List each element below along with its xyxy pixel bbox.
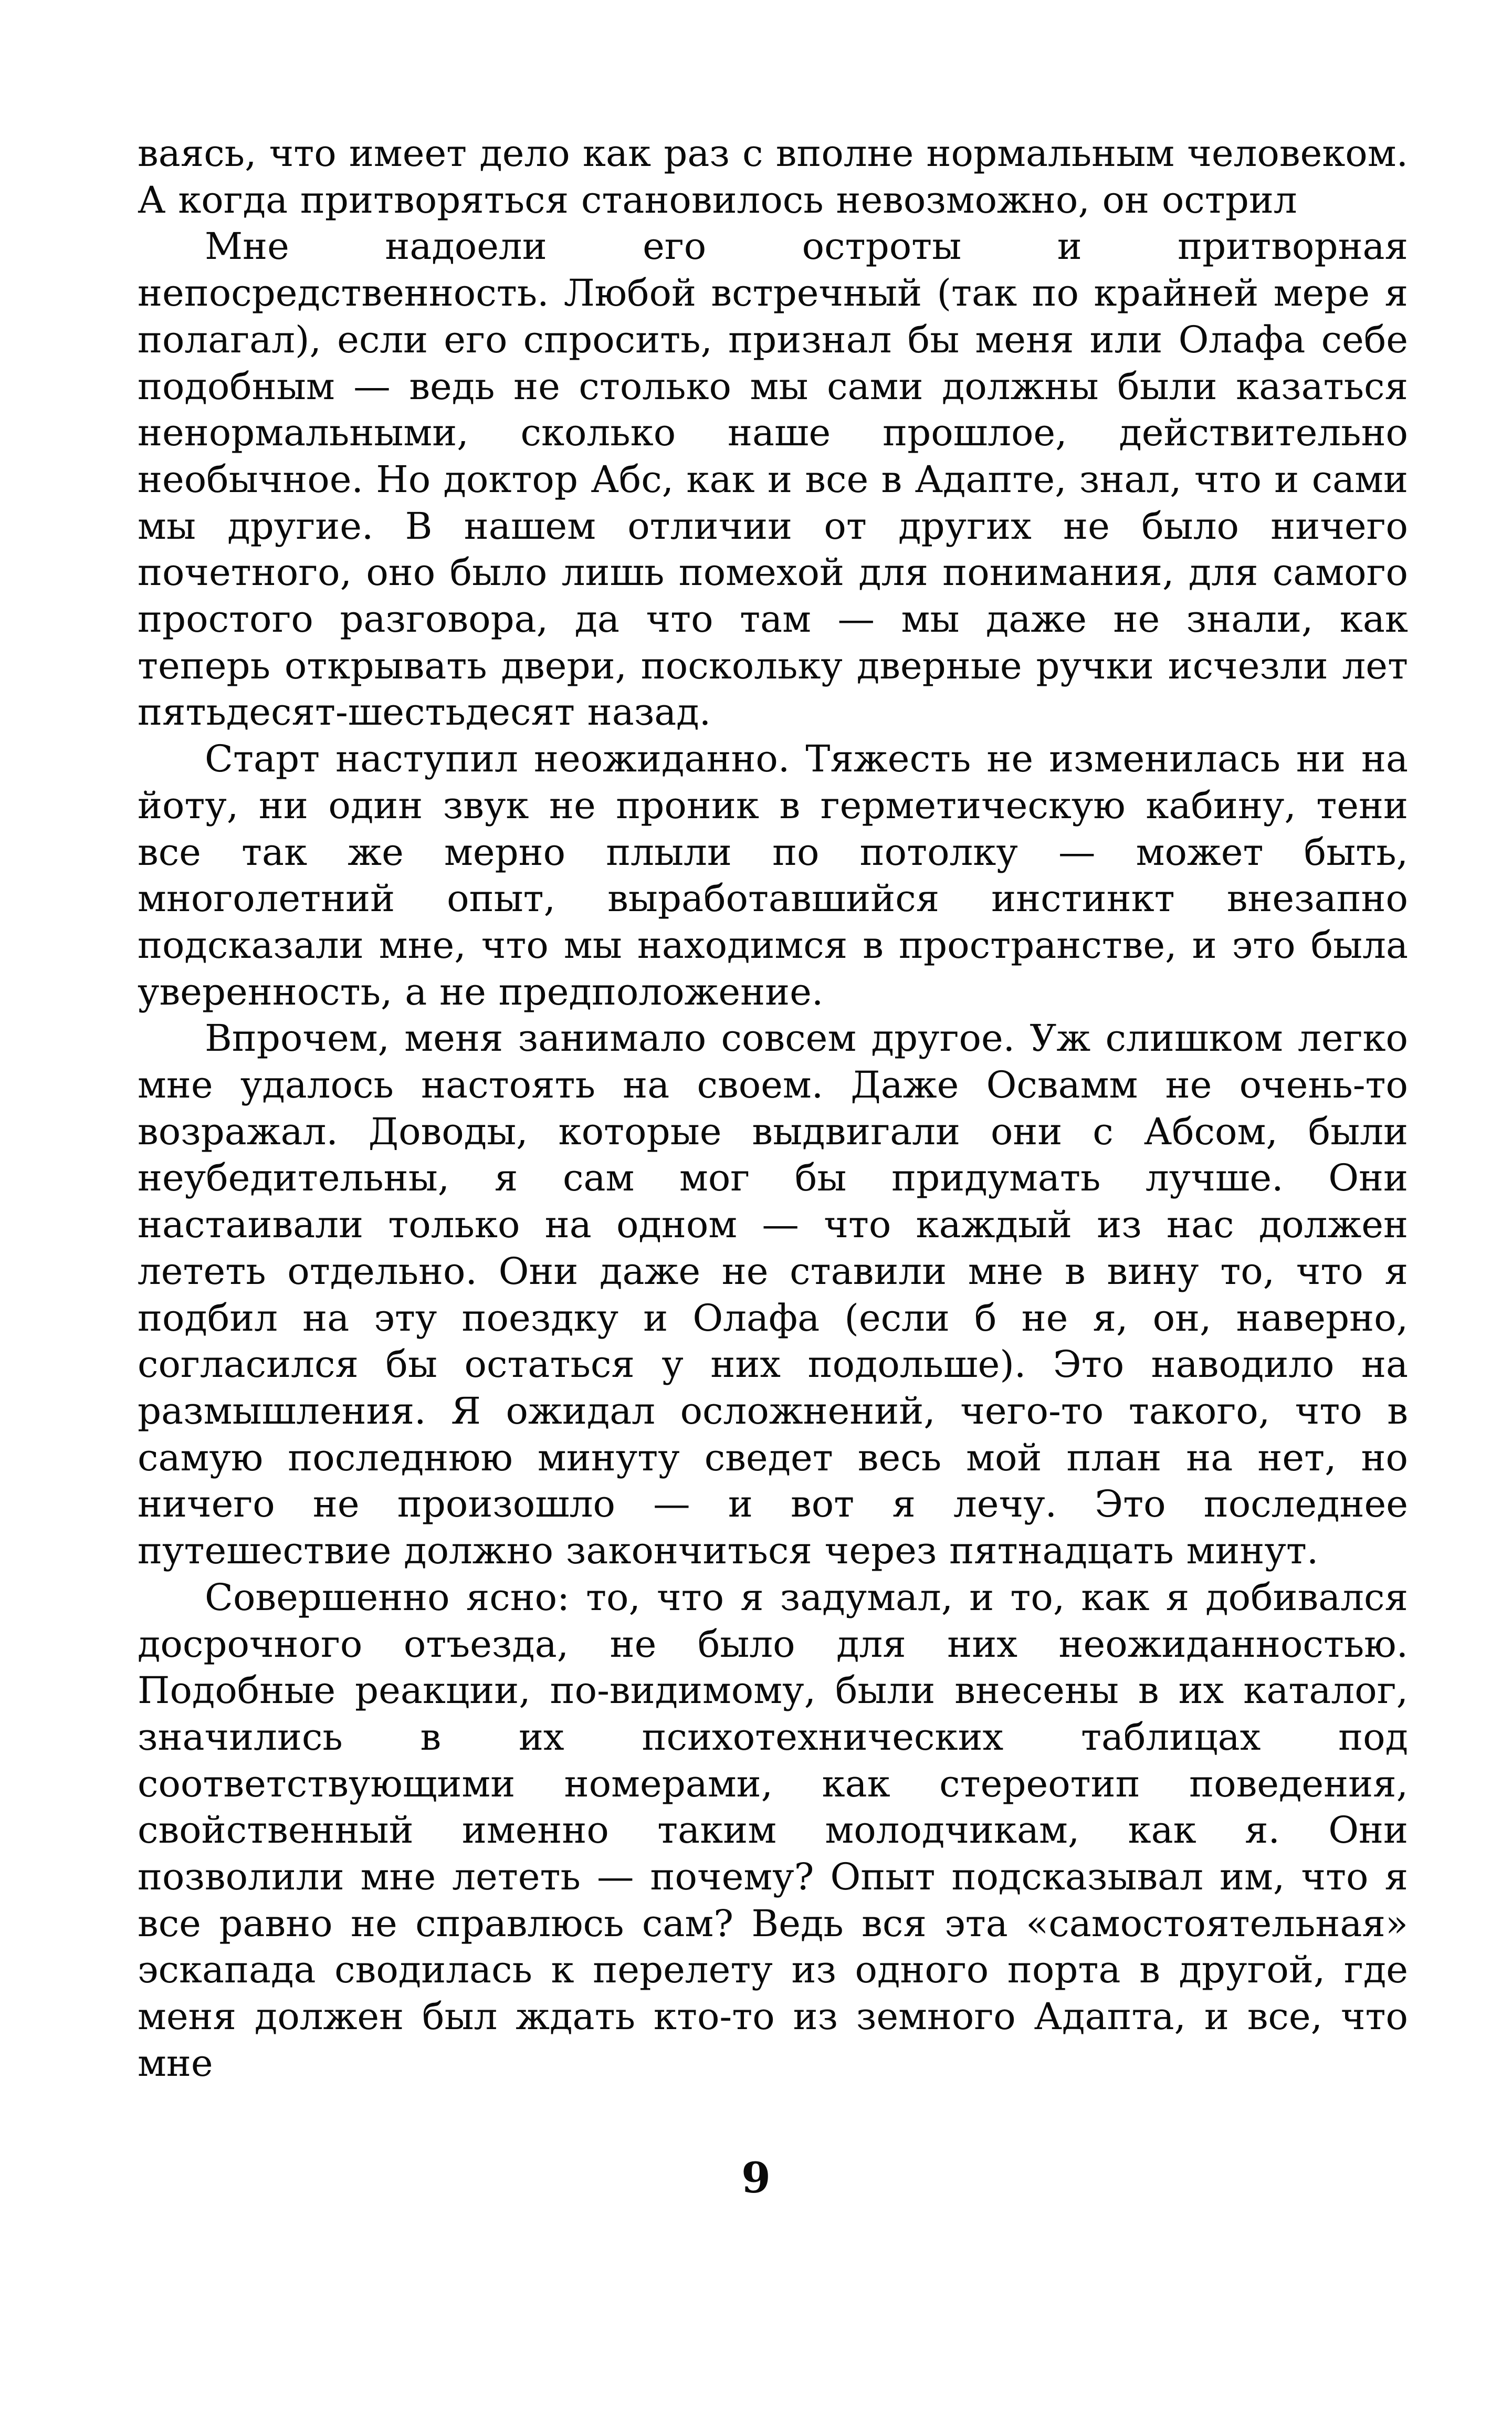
page-number: 9 xyxy=(741,2153,771,2202)
body-text xyxy=(138,130,1408,2087)
paragraph: Совершенно ясно: то, что я задумал, и то, как я добивался досрочного отъезда, не было для них неожиданностью. Подобные реакции, по-видимому, были внесены в их каталог, значились в их психотехнических таблицах под соответствующими номерами, как стереотип поведения, свойственный именно таким молодчикам, как я. Они позволили мне лететь — почему? Опыт подсказывал им, что я все равно не справлюсь сам? Ведь вся эта «самостоятельная» эскапада сводилась к перелету из одного порта в другой, где меня должен был ждать кто-то из земного Адапта, и все, что мне xyxy=(138,1575,1408,2085)
paragraph: Впрочем, меня занимало совсем другое. Уж слишком легко мне удалось настоять на своем. Даже Освамм не очень-то возражал. Доводы, которые выдвигали они с Абсом, были неубедительны, я сам мог бы придумать лучше. Они настаивали только на одном — что каждый из нас должен лететь отдельно. Они даже не ставили мне в вину то, что я подбил на эту поездку и Олафа (если б не я, он, наверно, согласился бы остаться у них подольше). Это наводило на размышления. Я ожидал осложнений, чего-то такого, что в самую последнюю минуту сведет весь мой план на нет, но ничего не произошло — и вот я лечу. Это последнее путешествие должно закончиться через пятнадцать минут. xyxy=(138,1017,1408,1573)
paragraph: Мне надоели его остроты и притворная непосредственность. Любой встречный (так по крайней мере я полагал), если его спросить, признал бы меня или Олафа себе подобным — ведь не столько мы сами должны были казаться ненормальными, сколько наше прошлое, действительно необычное. Но доктор Абс, как и все в Адапте, знал, что и сами мы другие. В нашем отличии от других не было ничего почетного, оно было лишь помехой для понимания, для самого простого разговора, да что там — мы даже не знали, как теперь открывать двери, поскольку дверные ручки исчезли лет пятьдесят-шестьдесят назад. xyxy=(138,225,1408,734)
paragraph-continuation: ваясь, что имеет дело как раз с вполне нормальным человеком. А когда притворяться становилось невозможно, он острил xyxy=(138,132,1408,222)
paragraph: Старт наступил неожиданно. Тяжесть не изменилась ни на йоту, ни один звук не проник в герметическую кабину, тени все так же мерно плыли по потолку — может быть, многолетний опыт, выработавшийся инстинкт внезапно подсказали мне, что мы находимся в пространстве, и это была уверенность, а не предположение. xyxy=(138,737,1408,1014)
